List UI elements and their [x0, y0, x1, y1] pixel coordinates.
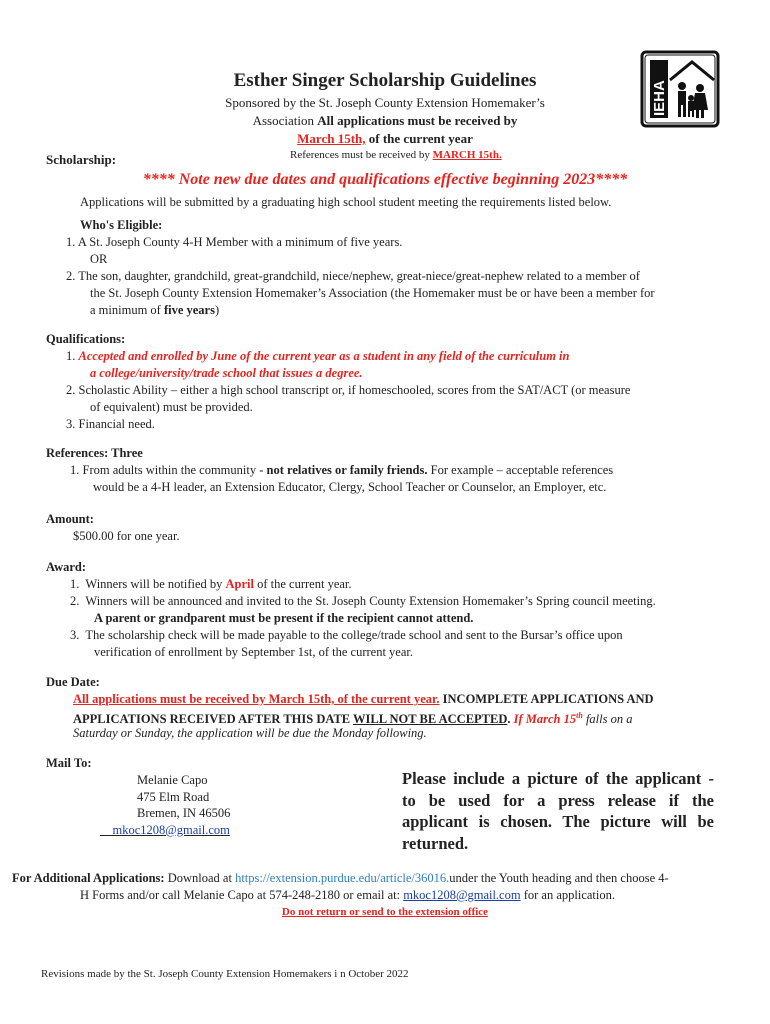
- qual-item-2: 2. Scholastic Ability – either a high school transcript or, if homeschooled, scores from the SAT/ACT (or measure: [66, 383, 631, 397]
- qual-item-1-line-2: a college/university/trade school that issues a degree.: [90, 366, 363, 380]
- picture-note-line-3: applicant is chosen. The picture will be: [402, 812, 714, 831]
- eligible-item-1: 1. A St. Joseph County 4-H Member with a minimum of five years.: [66, 235, 403, 249]
- references-not-relatives: not relatives or family friends.: [266, 463, 428, 477]
- sponsor-text-2a: Association: [252, 113, 318, 128]
- award-item-2: 2. Winners will be announced and invited to the St. Joseph County Extension Homemaker’s Spring council meeting.: [70, 594, 656, 608]
- additional-email-link[interactable]: mkoc1208@gmail.com: [403, 888, 521, 902]
- deadline-line: [0, 131, 770, 147]
- qualifications-section: [0, 331, 770, 431]
- eligible-heading: Who's Eligible:: [80, 218, 163, 232]
- due-line-2d: If March 15: [510, 712, 577, 727]
- mail-city: Bremen, IN 46506: [137, 806, 231, 820]
- due-incomplete: INCOMPLETE APPLICATIONS AND: [439, 692, 654, 706]
- qual-item-1-line-1: Accepted and enrolled by June of the current year as a student in any field of the curriculum in: [78, 349, 570, 363]
- extension-url-link[interactable]: https://extension.purdue.edu/article/36016.: [235, 871, 450, 885]
- references-line-1c: For example – acceptable references: [427, 463, 614, 477]
- revision-footer: Revisions made by the St. Joseph County Extension Homemakers i n October 2022: [41, 968, 409, 980]
- references-line-1a: 1. From adults within the community -: [70, 463, 267, 477]
- award-heading: Award:: [46, 560, 87, 574]
- award-item-3: 3. The scholarship check will be made payable to the college/trade school and sent to the Bursar’s office upon: [70, 628, 623, 642]
- sponsor-text-2b: All applications must be received by: [317, 113, 518, 128]
- eligible-section: [0, 217, 770, 317]
- sponsor-text-1: Sponsored by the St. Joseph County Extension Homemaker’s: [225, 95, 545, 110]
- eligible-or: OR: [90, 252, 108, 266]
- award-item-1: 1. Winners will be notified by April of the current year.: [70, 577, 352, 591]
- references-due-text: References must be received by: [290, 149, 433, 161]
- additional-text-2: under the Youth heading and then choose 4-: [449, 871, 669, 885]
- references-line-2: would be a 4-H leader, an Extension Educator, Clergy, School Teacher or Counselor, an Employer, etc.: [93, 480, 607, 494]
- eligible-item-2-line-3: [90, 302, 770, 318]
- picture-note-line-1: Please include a picture of the applicant -: [402, 769, 714, 788]
- mail-heading: Mail To:: [46, 756, 92, 770]
- deadline-rest: of the current year: [365, 131, 473, 146]
- picture-note-line-4: returned.: [402, 833, 469, 853]
- qual-item-3-text: Financial need.: [78, 417, 155, 431]
- additional-label: For Additional Applications:: [12, 871, 165, 885]
- award-item-2-line-2: A parent or grandparent must be present if the recipient cannot attend.: [94, 611, 474, 625]
- mail-name: Melanie Capo: [137, 773, 208, 787]
- eligible-item-2: 2. The son, daughter, grandchild, great-grandchild, niece/nephew, great-niece/great-nephew related to a member of: [66, 269, 640, 283]
- references-heading: References: Three: [46, 446, 143, 460]
- award-april: April: [225, 577, 254, 591]
- award-item-1a: Winners will be notified by: [85, 577, 226, 591]
- extension-office-warning: Do not return or send to the extension office: [281, 906, 489, 918]
- due-line-1: [73, 691, 770, 707]
- qual-item-2-line-1: Scholastic Ability – either a high school transcript or, if homeschooled, scores from the SAT/ACT (or measure: [78, 383, 631, 397]
- mail-email[interactable]: [100, 822, 290, 839]
- additional-line-1: [12, 871, 762, 886]
- references-due-line: [290, 149, 502, 161]
- references-line-1: [70, 462, 770, 478]
- due-line-2e: falls on a: [582, 712, 633, 727]
- due-line-2c: .: [507, 712, 511, 727]
- award-item-3-line-2: verification of enrollment by September 1st, of the current year.: [94, 645, 413, 659]
- additional-text-1: Download at: [164, 871, 236, 885]
- award-section: [0, 559, 770, 659]
- picture-note-line-2: to be used for a press release if the: [402, 790, 714, 810]
- references-section: [0, 445, 770, 495]
- qualifications-heading: Qualifications:: [46, 332, 126, 346]
- references-due-date: MARCH 15th.: [432, 149, 502, 161]
- eligible-item-2-line-2: the St. Joseph County Extension Homemaker’s Association (the Homemaker must be or have been a member for: [90, 286, 655, 300]
- additional-line-2a: H Forms and/or call Melanie Capo at 574-248-2180 or email at:: [80, 888, 404, 902]
- due-line-2-sup: th: [576, 711, 583, 720]
- due-date-section: [0, 674, 770, 744]
- eligible-item-2-line-1: The son, daughter, grandchild, great-grandchild, niece/nephew, great-niece/great-nephew related to a member of: [78, 269, 640, 283]
- sponsor-line-2: [0, 113, 770, 129]
- award-item-3-line-1: The scholarship check will be made payable to the college/trade school and sent to the Bursar’s office upon: [85, 628, 623, 642]
- deadline-date: March 15th,: [297, 131, 366, 146]
- additional-line-2b: for an application.: [520, 888, 616, 902]
- amount-heading: Amount:: [46, 512, 94, 526]
- intro-text: Applications will be submitted by a graduating high school student meeting the requirements listed below.: [80, 195, 612, 209]
- award-item-2-line-1: Winners will be announced and invited to the St. Joseph County Extension Homemaker’s Spring council meeting.: [85, 594, 656, 608]
- notice-banner: **** Note new due dates and qualifications effective beginning 2023****: [142, 171, 628, 188]
- award-item-1c: of the current year.: [254, 577, 352, 591]
- eligible-five-years: five years: [163, 303, 215, 317]
- scholarship-label: Scholarship:: [46, 152, 117, 167]
- mail-email-link[interactable]: mkoc1208@gmail.com: [112, 822, 230, 837]
- eligible-item-1-text: A St. Joseph County 4-H Member with a minimum of five years.: [77, 235, 403, 249]
- mail-street: 475 Elm Road: [137, 789, 210, 804]
- due-not-accepted: WILL NOT BE ACCEPTED: [353, 712, 508, 727]
- due-line-3: Saturday or Sunday, the application will be due the Monday following.: [73, 726, 427, 740]
- logo-letters: IEHA: [651, 80, 668, 116]
- eligible-item-2-line-3a: a minimum of: [90, 303, 164, 317]
- due-received-by: All applications must be received by March 15th, of the current year.: [73, 692, 440, 706]
- picture-note: [402, 768, 714, 854]
- page-title: Esther Singer Scholarship Guidelines: [233, 70, 537, 91]
- amount-value: $500.00 for one year.: [73, 529, 180, 543]
- eligible-item-2-line-3c: ): [214, 303, 220, 317]
- qual-item-1: 1. Accepted and enrolled by June of the current year as a student in any field of the curriculum in: [66, 349, 570, 363]
- mail-address: [100, 772, 290, 838]
- amount-section: [0, 511, 770, 547]
- sponsor-line-1: [0, 95, 770, 111]
- qual-item-3: 3. Financial need.: [66, 417, 155, 431]
- due-line-2a: APPLICATIONS RECEIVED AFTER THIS DATE: [73, 712, 354, 727]
- additional-line-2: [80, 888, 615, 903]
- due-date-heading: Due Date:: [46, 675, 100, 689]
- qual-item-2-line-2: of equivalent) must be provided.: [90, 400, 253, 414]
